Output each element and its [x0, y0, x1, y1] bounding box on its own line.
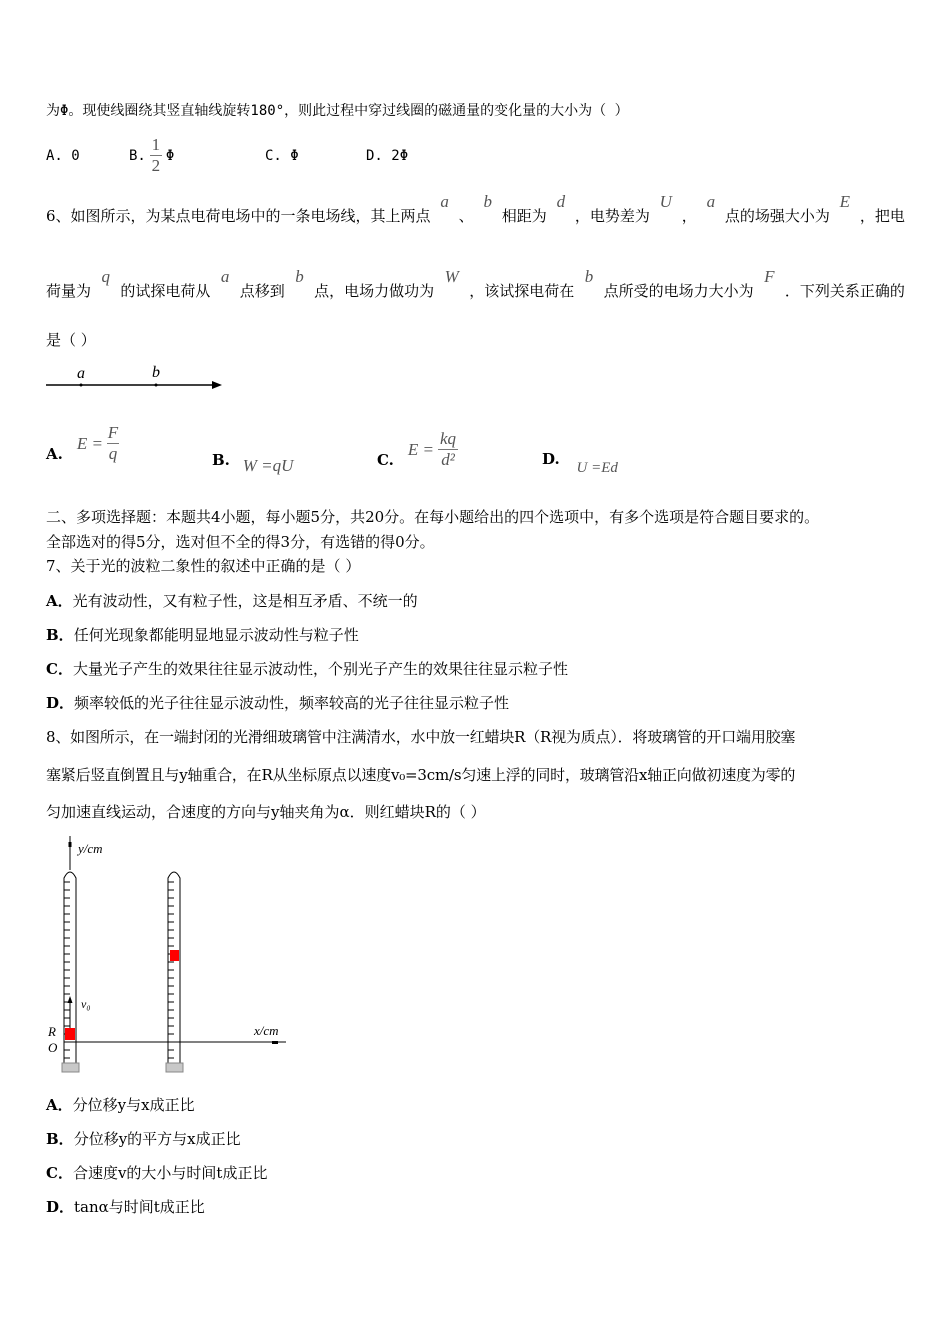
red-wax-block-moved	[170, 950, 179, 961]
text: 的试探电荷从	[120, 282, 211, 300]
q6-option-c	[377, 430, 462, 469]
option-label: C．	[46, 1164, 73, 1182]
option-label: B．	[46, 626, 74, 644]
q8-option-b	[46, 1129, 241, 1149]
text: ，电势差为	[574, 207, 650, 225]
q7-stem: 7、关于光的波粒二象性的叙述中正确的是（ ）	[46, 557, 361, 575]
option-text: tanα与时间t成正比	[74, 1198, 205, 1216]
section2-heading-line2: 全部选对的得5分，选对但不全的得3分，有选错的得0分。	[46, 533, 435, 551]
q7-option-d	[46, 693, 509, 713]
denominator: q	[108, 444, 118, 463]
option-text: 大量光子产生的效果往往显示波动性，个别光子产生的效果往往显示粒子性	[72, 660, 568, 678]
q6-option-d	[542, 450, 618, 476]
option-text: 光有波动性，又有粒子性，这是相互矛盾、不统一的	[72, 592, 418, 610]
var-e: E	[839, 192, 851, 211]
y-axis-label: y/cm	[78, 841, 103, 856]
text: 相距为	[501, 207, 547, 225]
arrow-head-icon	[212, 381, 222, 389]
q7-option-c	[46, 659, 568, 679]
option-text: 合速度v的大小与时间t成正比	[72, 1164, 268, 1182]
r-label: R	[48, 1024, 56, 1039]
fraction	[150, 136, 162, 175]
q8-option-a	[46, 1095, 195, 1115]
var-b: b	[295, 267, 304, 286]
label-b: b	[152, 364, 160, 381]
option-label: D.	[542, 450, 560, 468]
text: 6、如图所示，为某点电荷电场中的一条电场线，其上两点	[46, 207, 431, 225]
var-u: U	[659, 192, 672, 211]
option-label: B.	[212, 451, 230, 469]
option-text: 分位移y与x成正比	[72, 1096, 195, 1114]
y-axis-arrow-icon	[69, 842, 72, 847]
var-a: a	[220, 267, 230, 286]
q6-option-a	[46, 424, 123, 463]
option-label: A.	[46, 444, 63, 463]
option-label: D．	[46, 1198, 75, 1216]
red-wax-block-start	[65, 1028, 75, 1040]
point-b	[155, 384, 158, 387]
origin-label: O	[48, 1040, 58, 1055]
option-text: 分位移y的平方与x成正比	[73, 1130, 241, 1148]
q7-option-b	[46, 625, 359, 645]
q6-stem-line3: 是（ ）	[46, 331, 96, 349]
q8-stem-line1: 8、如图所示，在一端封闭的光滑细玻璃管中注满清水，水中放一红蜡块R（R视为质点）．将玻璃管的开口端用胶塞	[46, 728, 796, 746]
fraction	[438, 430, 458, 469]
var-b: b	[584, 267, 594, 286]
option-label: D．	[46, 694, 75, 712]
var-a: a	[440, 192, 449, 211]
option-label: A．	[46, 1096, 73, 1114]
numerator: 1	[151, 135, 161, 154]
q8-stem-line3: 匀加速直线运动，合速度的方向与y轴夹角为α．则红蜡块R的（ ）	[46, 803, 486, 821]
q6-option-b	[212, 450, 294, 475]
electric-field-line-diagram	[40, 360, 230, 395]
text: 点的场强大小为	[724, 207, 830, 225]
q7-option-a	[46, 591, 418, 611]
option-text: 频率较低的光子往往显示波动性，频率较高的光子往往显示粒子性	[74, 694, 510, 712]
formula-lhs: E =	[76, 433, 103, 453]
option-label: C．	[46, 660, 73, 678]
formula-lhs: E =	[407, 439, 435, 459]
var-a: a	[706, 192, 716, 211]
text: 荷量为	[46, 282, 92, 300]
numerator: kq	[439, 429, 457, 448]
label-a: a	[77, 365, 85, 382]
q8-option-d	[46, 1197, 205, 1217]
option-label: B．	[46, 1130, 74, 1148]
point-a	[80, 384, 83, 387]
formula: U =Ed	[576, 460, 618, 476]
left-tube-stopper	[62, 1063, 79, 1072]
velocity-arrow-head-icon	[68, 996, 73, 1003]
fraction	[107, 424, 119, 463]
q6-stem-line1	[46, 192, 905, 226]
q5-stem: 为Φ。现使线圈绕其竖直轴线旋转180°，则此过程中穿过线圈的磁通量的变化量的大小为（ ）	[46, 103, 629, 119]
option-label: C.	[377, 450, 394, 469]
right-tube-stopper	[166, 1063, 183, 1072]
var-q: q	[101, 267, 110, 286]
denominator: 2	[151, 156, 161, 175]
text: ，该试探电荷在	[469, 282, 575, 300]
q5-option-c: C. Φ	[265, 148, 299, 164]
var-f: F	[764, 267, 775, 286]
phi-symbol: Φ	[165, 147, 175, 164]
option-text: 任何光现象都能明显地显示波动性与粒子性	[73, 626, 359, 644]
numerator: F	[107, 423, 119, 442]
glass-tube-figure	[40, 830, 300, 1080]
var-d: d	[556, 192, 566, 211]
text: ，把电	[859, 207, 905, 225]
option-label: A．	[46, 592, 73, 610]
text: 点所受的电场力大小为	[603, 282, 754, 300]
text: 、	[458, 207, 474, 225]
x-axis-arrow-icon	[272, 1041, 278, 1044]
q5-option-b	[129, 136, 174, 175]
q8-stem-line2: 塞紧后竖直倒置且与y轴重合，在R从坐标原点以速度v₀=3cm/s匀速上浮的同时，玻璃管沿x轴正向做初速度为零的	[46, 766, 796, 784]
v0-label: v₀	[81, 997, 91, 1011]
denominator: d²	[441, 450, 455, 469]
q5-option-d: D. 2Φ	[366, 148, 409, 164]
option-label: B.	[129, 147, 146, 164]
var-b: b	[483, 192, 492, 211]
text: 点移到	[239, 282, 285, 300]
var-w: W	[444, 267, 459, 286]
x-axis-label: x/cm	[254, 1023, 279, 1038]
text: ．下列关系正确的	[784, 282, 905, 300]
formula: W =qU	[242, 456, 294, 475]
section2-heading-line1: 二、多项选择题：本题共4小题，每小题5分，共20分。在每小题给出的四个选项中，有多个选项是符合题目要求的。	[46, 508, 820, 526]
q8-option-c	[46, 1163, 267, 1183]
text: ，	[681, 207, 697, 225]
text: 点，电场力做功为	[314, 282, 435, 300]
q5-option-a: A. 0	[46, 148, 80, 164]
q6-stem-line2	[46, 267, 905, 301]
